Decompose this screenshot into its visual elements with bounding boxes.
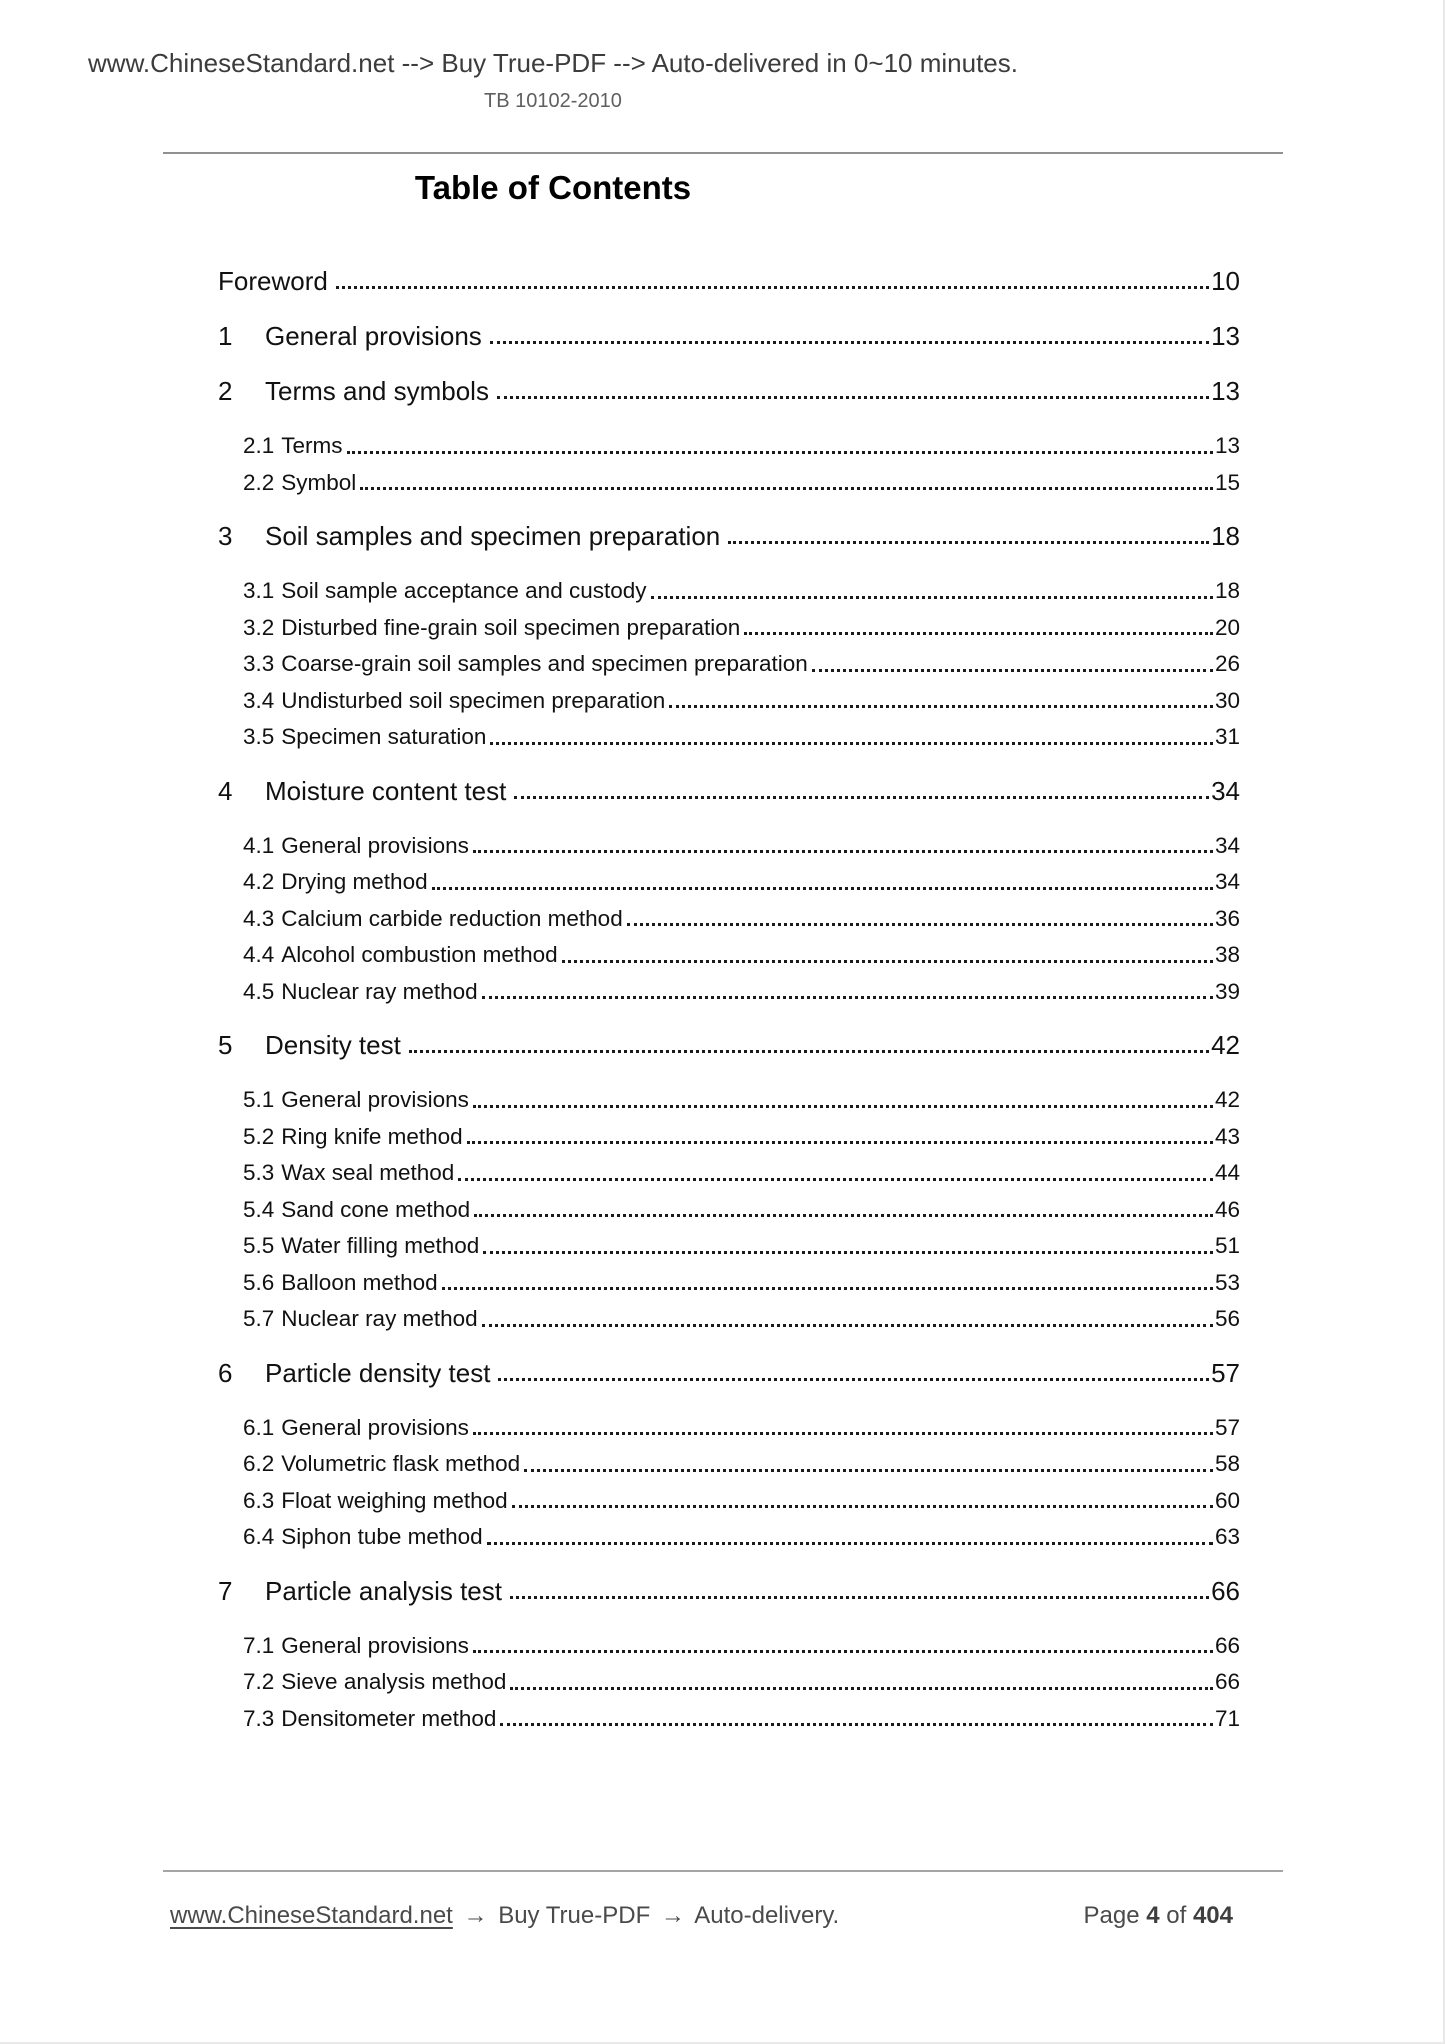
toc-entry: [243, 1075, 1240, 1112]
toc-entry-label: Undisturbed soil specimen preparation: [281, 687, 666, 713]
toc-entry-page: 34: [1214, 869, 1240, 894]
toc-entry-number: 4.3: [243, 905, 275, 931]
toc-entry-number: 5.7: [243, 1306, 275, 1331]
toc-entry-label: Density test: [265, 1030, 401, 1060]
table-of-contents: [218, 258, 1240, 1730]
footer-delivery-text: Auto-delivery.: [694, 1902, 840, 1929]
toc-entry: [243, 603, 1240, 640]
toc-entry-page: 63: [1214, 1524, 1240, 1549]
toc-entry-number: 7.3: [243, 1705, 275, 1731]
toc-entry-label: General provisions: [265, 321, 482, 351]
toc-entry-page: 71: [1214, 1705, 1240, 1731]
toc-entry-number: 6.2: [243, 1451, 275, 1476]
dot-leader: [336, 286, 1209, 289]
toc-entry-label: Densitometer method: [281, 1705, 497, 1731]
footer-divider: [163, 1870, 1283, 1872]
toc-entry-number: 1: [218, 321, 233, 351]
toc-entry-label: Ring knife method: [281, 1123, 463, 1149]
toc-entry: [218, 768, 1240, 804]
toc-entry-label: Siphon tube method: [281, 1524, 483, 1549]
toc-entry-number: 4.2: [243, 869, 275, 894]
toc-entry-number: 3.3: [243, 651, 275, 676]
toc-entry-label: General provisions: [281, 832, 469, 858]
dot-leader: [432, 887, 1213, 890]
toc-entry: [218, 368, 1240, 404]
toc-entry-page: 57: [1214, 1414, 1240, 1440]
toc-entry: [243, 676, 1240, 713]
toc-entry-page: 43: [1214, 1123, 1240, 1149]
toc-entry-page: 31: [1214, 724, 1240, 749]
toc-entry-page: 58: [1214, 1451, 1240, 1476]
toc-entry-label: Water filling method: [281, 1233, 480, 1258]
toc-entry-label: Float weighing method: [281, 1487, 508, 1513]
toc-entry-label: Volumetric flask method: [281, 1451, 521, 1476]
page-word: Page: [1083, 1902, 1140, 1929]
toc-entry-label: Sieve analysis method: [281, 1669, 507, 1694]
toc-entry: [243, 1294, 1240, 1331]
footer-site-link[interactable]: www.ChineseStandard.net: [170, 1902, 453, 1929]
toc-entry-label: Disturbed fine-grain soil specimen preparation: [281, 614, 741, 640]
dot-leader: [473, 1105, 1213, 1108]
toc-entry-page: 13: [1211, 321, 1240, 351]
toc-entry: [243, 930, 1240, 967]
dot-leader: [744, 632, 1213, 635]
page-title: Table of Contents: [414, 169, 692, 206]
toc-entry: [243, 1185, 1240, 1222]
toc-entry: [218, 258, 1240, 294]
toc-entry-label: Soil samples and specimen preparation: [265, 521, 721, 551]
dot-leader: [510, 1596, 1209, 1599]
toc-entry-label: Specimen saturation: [281, 724, 487, 749]
toc-entry-number: 3.2: [243, 614, 275, 640]
toc-entry-label: Soil sample acceptance and custody: [281, 578, 647, 603]
toc-entry: [243, 1403, 1240, 1440]
toc-entry: [243, 1258, 1240, 1295]
dot-leader: [514, 796, 1209, 799]
toc-entry-number: 7.2: [243, 1669, 275, 1694]
dot-leader: [669, 705, 1213, 708]
toc-entry-number: 5.3: [243, 1160, 275, 1185]
toc-entry-number: 5.1: [243, 1087, 275, 1112]
dot-leader: [500, 1723, 1213, 1726]
of-word: of: [1166, 1902, 1187, 1929]
toc-entry-label: Nuclear ray method: [281, 978, 478, 1004]
toc-entry-number: 5.6: [243, 1269, 275, 1295]
page-indicator: [1084, 1902, 1234, 1930]
toc-entry-number: 2.1: [243, 433, 275, 458]
toc-entry: [218, 1022, 1240, 1058]
toc-entry-label: Sand cone method: [281, 1196, 471, 1222]
dot-leader: [442, 1287, 1213, 1290]
toc-entry: [218, 313, 1240, 349]
toc-entry: [218, 1350, 1240, 1386]
document-number: TB 10102-2010: [484, 90, 622, 112]
toc-entry-page: 57: [1211, 1357, 1240, 1388]
dot-leader: [483, 1251, 1213, 1254]
dot-leader: [562, 960, 1213, 963]
toc-entry-label: Terms: [281, 433, 343, 458]
toc-entry: [243, 821, 1240, 858]
dot-leader: [467, 1141, 1213, 1144]
toc-entry: [243, 894, 1240, 931]
toc-entry-number: 6.3: [243, 1487, 275, 1513]
toc-entry-number: 3.1: [243, 578, 275, 603]
page-header: [0, 0, 1106, 114]
toc-entry-label: Particle analysis test: [265, 1575, 502, 1606]
toc-entry-page: 26: [1214, 651, 1240, 676]
dot-leader: [812, 669, 1213, 672]
toc-entry-label: Symbol: [281, 469, 357, 495]
toc-entry: [243, 1148, 1240, 1185]
dot-leader: [409, 1050, 1209, 1053]
toc-entry-page: 18: [1211, 521, 1240, 551]
toc-entry-page: 53: [1214, 1269, 1240, 1295]
toc-entry-label: General provisions: [281, 1632, 469, 1658]
dot-leader: [490, 742, 1213, 745]
toc-entry: [243, 566, 1240, 603]
dot-leader: [498, 1378, 1209, 1381]
toc-entry: [243, 1112, 1240, 1149]
toc-entry-label: Moisture content test: [265, 775, 507, 806]
toc-entry-label: General provisions: [281, 1087, 469, 1112]
dot-leader: [627, 923, 1213, 926]
toc-entry: [243, 421, 1240, 458]
dot-leader: [524, 1469, 1213, 1472]
toc-entry: [243, 1621, 1240, 1658]
toc-entry-label: Alcohol combustion method: [281, 942, 558, 967]
toc-entry-number: 4.1: [243, 832, 275, 858]
toc-entry-page: 66: [1214, 1669, 1240, 1694]
toc-entry: [243, 1476, 1240, 1513]
toc-entry-label: Nuclear ray method: [281, 1306, 478, 1331]
toc-entry-number: 6: [218, 1357, 233, 1388]
dot-leader: [360, 487, 1213, 490]
toc-entry: [243, 639, 1240, 676]
toc-entry: [218, 513, 1240, 549]
toc-entry-label: Particle density test: [265, 1357, 491, 1388]
toc-entry-label: Drying method: [281, 869, 428, 894]
toc-entry-number: 4: [218, 775, 233, 806]
dot-leader: [510, 1687, 1213, 1690]
toc-entry-page: 15: [1214, 469, 1240, 495]
toc-entry-page: 18: [1214, 578, 1240, 603]
toc-entry-number: 5.2: [243, 1123, 275, 1149]
toc-entry: [218, 1568, 1240, 1604]
toc-entry-page: 10: [1211, 266, 1240, 296]
footer-buy-text: Buy True-PDF: [498, 1902, 651, 1929]
page-total: 404: [1192, 1902, 1233, 1929]
toc-entry: [243, 1694, 1240, 1731]
arrow-right-icon: →: [463, 1902, 488, 1929]
dot-leader: [473, 1650, 1213, 1653]
toc-entry-page: 66: [1214, 1632, 1240, 1658]
toc-entry-page: 13: [1211, 376, 1240, 406]
toc-entry-label: Wax seal method: [281, 1160, 455, 1185]
toc-entry-page: 56: [1214, 1306, 1240, 1331]
toc-entry: [243, 857, 1240, 894]
toc-entry-label: Balloon method: [281, 1269, 438, 1295]
toc-entry-number: 5: [218, 1030, 233, 1060]
dot-leader: [490, 341, 1209, 344]
toc-entry-page: 34: [1211, 775, 1240, 806]
toc-entry-label: Terms and symbols: [265, 376, 489, 406]
toc-entry-page: 34: [1214, 832, 1240, 858]
toc-entry-page: 39: [1214, 978, 1240, 1004]
toc-entry-number: 2.2: [243, 469, 275, 495]
dot-leader: [728, 541, 1209, 544]
toc-entry-page: 44: [1214, 1160, 1240, 1185]
toc-entry-page: 66: [1211, 1575, 1240, 1606]
toc-entry-page: 20: [1214, 614, 1240, 640]
toc-entry: [243, 967, 1240, 1004]
toc-entry: [243, 1657, 1240, 1694]
toc-entry-page: 36: [1214, 905, 1240, 931]
title-container: [0, 168, 1106, 208]
toc-entry-number: 6.1: [243, 1414, 275, 1440]
toc-entry-page: 51: [1214, 1233, 1240, 1258]
dot-leader: [482, 1324, 1213, 1327]
dot-leader: [482, 996, 1213, 999]
header-divider: [163, 152, 1283, 154]
page-footer: [170, 1902, 1233, 1930]
page-current: 4: [1146, 1902, 1160, 1929]
toc-entry-page: 13: [1214, 433, 1240, 458]
toc-entry-number: 4.4: [243, 942, 275, 967]
toc-entry: [243, 1512, 1240, 1549]
toc-entry-page: 42: [1211, 1030, 1240, 1060]
toc-entry-label: Coarse-grain soil samples and specimen preparation: [281, 651, 808, 676]
toc-entry-number: 7: [218, 1575, 233, 1606]
toc-entry-page: 42: [1214, 1087, 1240, 1112]
toc-entry-number: 3.4: [243, 687, 275, 713]
toc-entry-page: 38: [1214, 942, 1240, 967]
arrow-right-icon: →: [660, 1902, 685, 1929]
toc-entry-number: 2: [218, 376, 233, 406]
toc-entry-label: Foreword: [218, 266, 328, 296]
toc-entry: [243, 1221, 1240, 1258]
toc-entry-label: General provisions: [281, 1414, 469, 1440]
toc-entry-number: 7.1: [243, 1632, 275, 1658]
toc-entry-page: 30: [1214, 687, 1240, 713]
toc-entry-number: 6.4: [243, 1524, 275, 1549]
toc-entry-label: Calcium carbide reduction method: [281, 905, 623, 931]
dot-leader: [487, 1542, 1213, 1545]
dot-leader: [474, 1214, 1213, 1217]
toc-entry-number: 5.4: [243, 1196, 275, 1222]
dot-leader: [458, 1178, 1213, 1181]
toc-entry-number: 5.5: [243, 1233, 275, 1258]
header-promo: www.ChineseStandard.net --> Buy True-PDF --> Auto-delivered in 0~10 minutes.: [88, 48, 1018, 78]
toc-entry: [243, 1439, 1240, 1476]
toc-entry-number: 4.5: [243, 978, 275, 1004]
toc-entry-page: 46: [1214, 1196, 1240, 1222]
footer-promo: [170, 1902, 839, 1930]
toc-entry-number: 3: [218, 521, 233, 551]
dot-leader: [473, 850, 1213, 853]
dot-leader: [512, 1505, 1213, 1508]
dot-leader: [497, 396, 1209, 399]
toc-entry: [243, 458, 1240, 495]
toc-entry-page: 60: [1214, 1487, 1240, 1513]
toc-entry: [243, 712, 1240, 749]
dot-leader: [347, 451, 1213, 454]
dot-leader: [651, 596, 1213, 599]
toc-entry-number: 3.5: [243, 724, 275, 749]
dot-leader: [473, 1432, 1213, 1435]
